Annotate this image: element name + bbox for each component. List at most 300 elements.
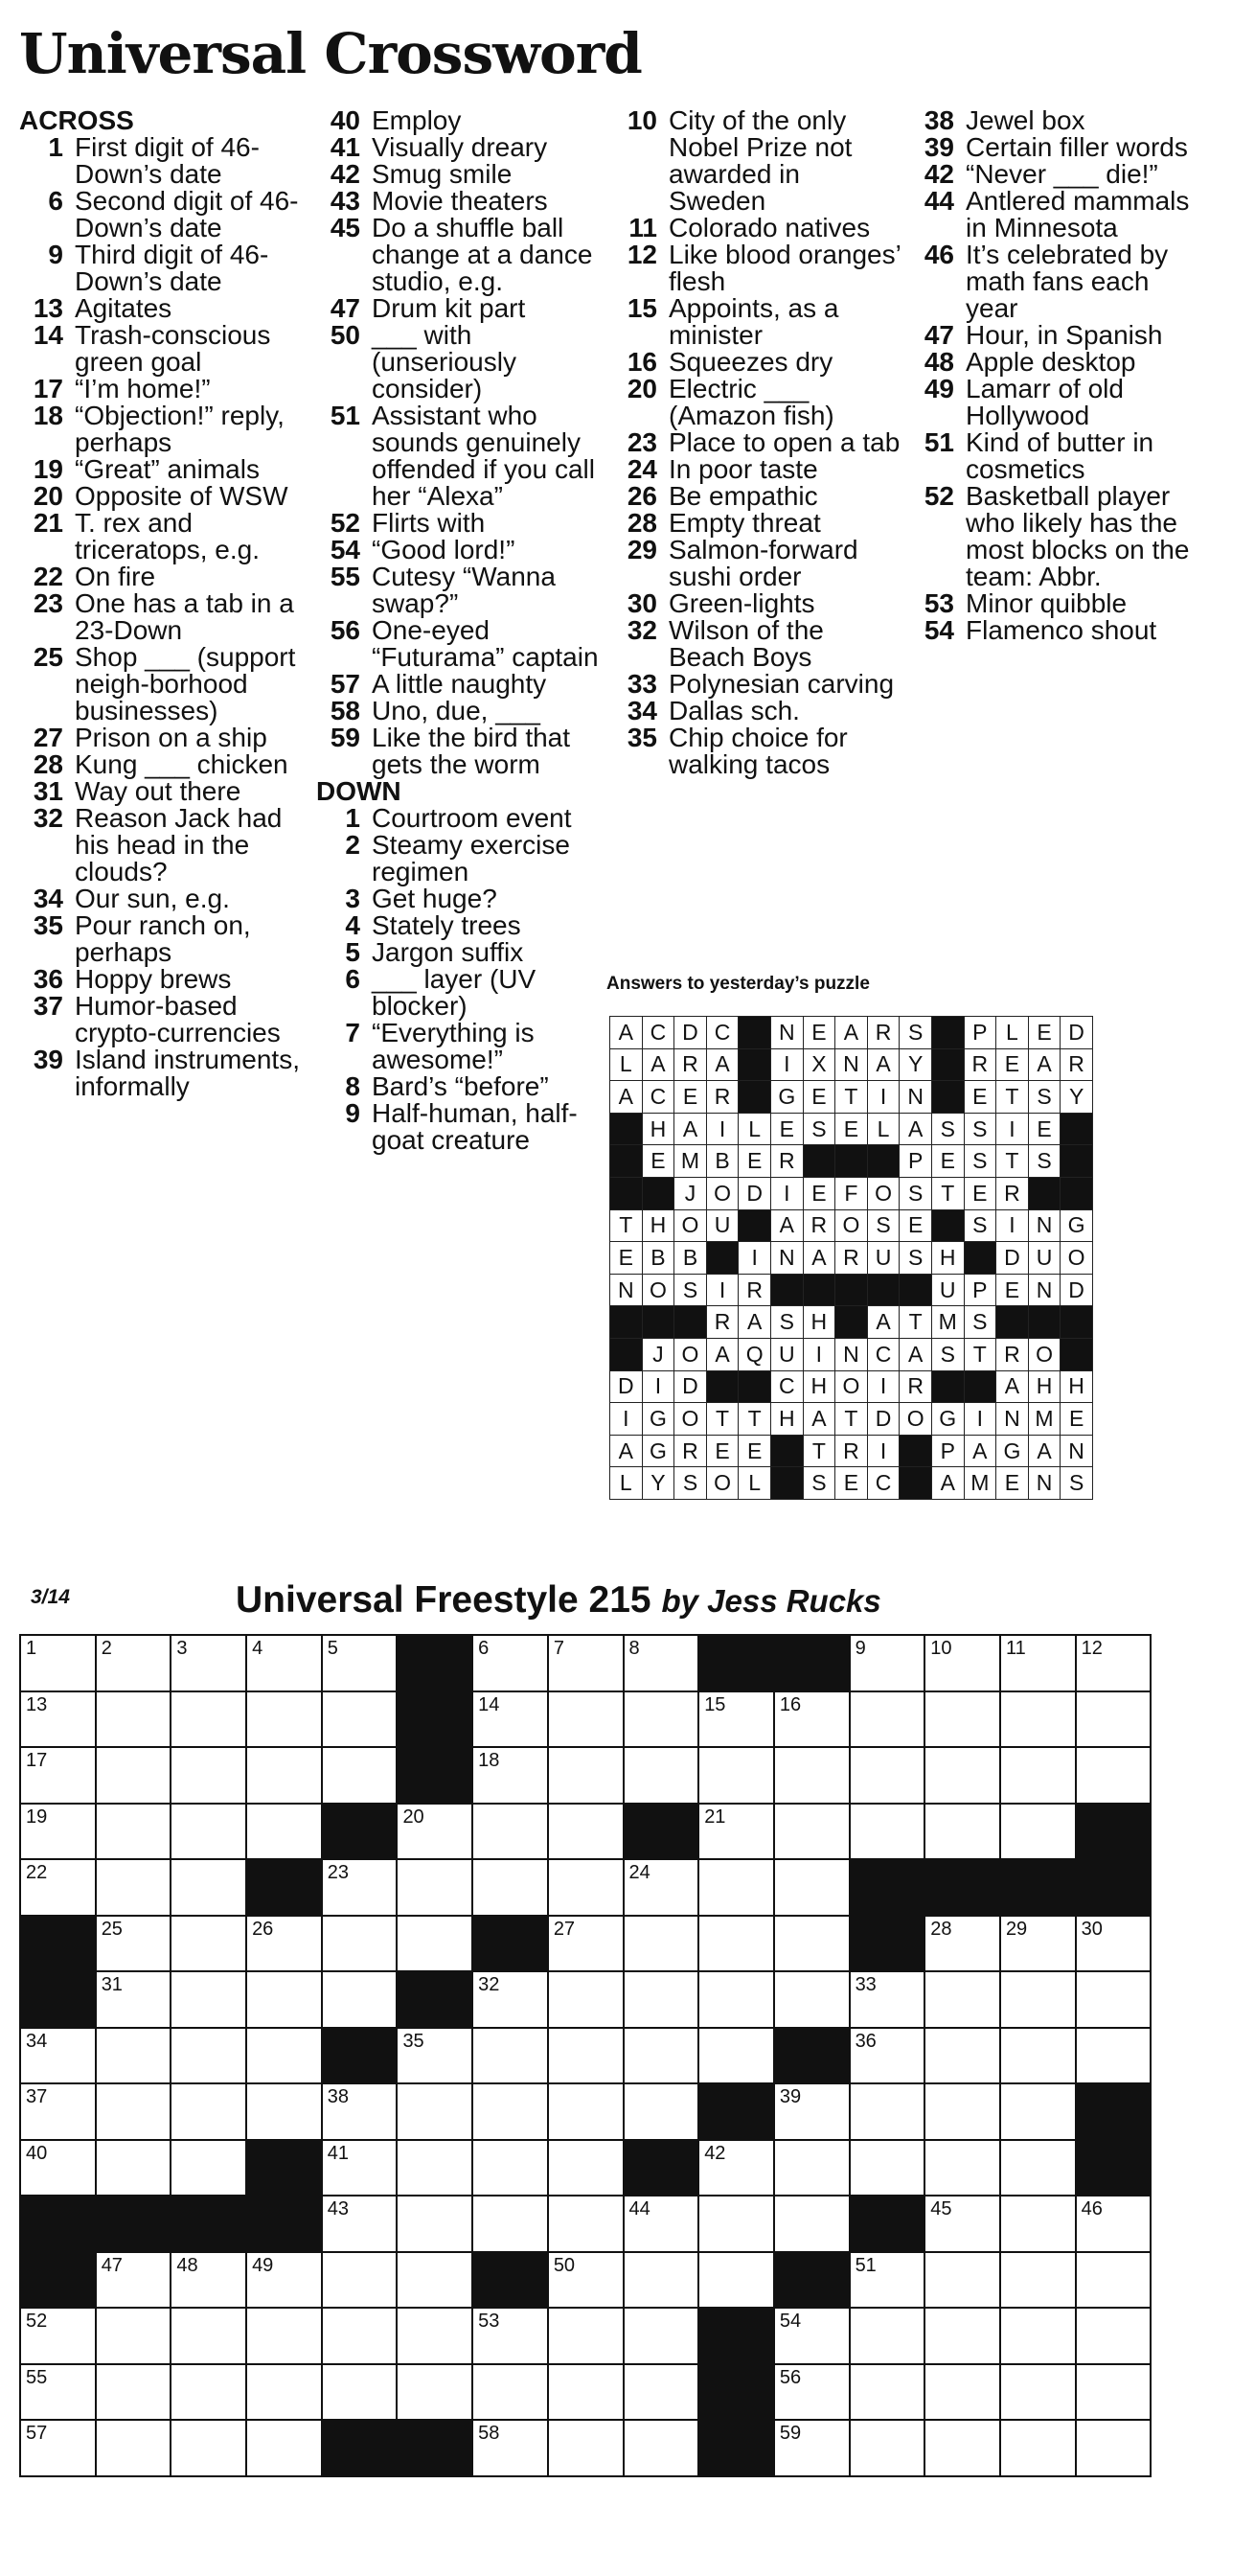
grid-cell[interactable] — [624, 2308, 699, 2364]
answer-cell: R — [900, 1370, 932, 1403]
grid-cell[interactable] — [548, 1804, 624, 1860]
grid-cell[interactable] — [1000, 2028, 1076, 2084]
grid-cell[interactable] — [924, 2252, 1000, 2309]
grid-cell[interactable] — [397, 2364, 472, 2421]
grid-cell[interactable] — [171, 2308, 246, 2364]
answer-cell: S — [900, 1242, 932, 1275]
clue-number: 14 — [33, 320, 63, 350]
answer-row — [610, 1274, 1093, 1306]
grid-cell[interactable] — [171, 2028, 246, 2084]
grid-cell[interactable] — [96, 1635, 171, 1691]
grid-cell[interactable] — [96, 1804, 171, 1860]
grid-cell[interactable] — [246, 1971, 322, 2028]
grid-cell[interactable] — [171, 2083, 246, 2140]
grid-cell[interactable] — [472, 1747, 548, 1804]
grid-row — [20, 2420, 1151, 2476]
grid-cell[interactable] — [1000, 2308, 1076, 2364]
answer-cell: D — [1061, 1274, 1093, 1306]
answer-black-cell — [642, 1306, 674, 1339]
grid-cell[interactable] — [548, 2420, 624, 2476]
grid-cell[interactable] — [20, 2140, 96, 2196]
grid-cell[interactable] — [774, 1691, 850, 1748]
grid-cell[interactable] — [698, 2028, 774, 2084]
cell-number: 32 — [478, 1974, 500, 1995]
clue-number: 42 — [330, 159, 360, 189]
grid-cell[interactable] — [548, 1747, 624, 1804]
grid-cell[interactable] — [96, 1747, 171, 1804]
clue-text: Humor-based crypto-currencies — [75, 991, 281, 1047]
grid-cell[interactable] — [1000, 1916, 1076, 1972]
answer-cell: E — [931, 1145, 964, 1178]
grid-cell[interactable] — [1076, 1971, 1152, 2028]
answer-cell: R — [1061, 1048, 1093, 1081]
grid-cell[interactable] — [171, 1635, 246, 1691]
clue-item — [613, 483, 901, 510]
answer-row — [610, 1017, 1093, 1049]
grid-cell[interactable] — [322, 1971, 398, 2028]
grid-cell[interactable] — [472, 1971, 548, 2028]
grid-cell[interactable] — [624, 2364, 699, 2421]
grid-cell[interactable] — [924, 2196, 1000, 2252]
grid-cell[interactable] — [322, 2308, 398, 2364]
grid-cell[interactable] — [774, 2083, 850, 2140]
grid-cell[interactable] — [924, 1916, 1000, 1972]
grid-cell[interactable] — [472, 1635, 548, 1691]
answer-black-cell — [1028, 1177, 1061, 1209]
grid-cell[interactable] — [20, 2083, 96, 2140]
clue-text: Third digit of 46-Down’s date — [75, 240, 269, 296]
grid-cell[interactable] — [548, 1691, 624, 1748]
grid-cell[interactable] — [246, 2252, 322, 2309]
cell-number: 58 — [478, 2423, 500, 2444]
answer-cell: E — [739, 1145, 771, 1178]
grid-cell[interactable] — [1000, 2420, 1076, 2476]
grid-cell[interactable] — [171, 2364, 246, 2421]
grid-cell[interactable] — [624, 2420, 699, 2476]
grid-cell[interactable] — [322, 1916, 398, 1972]
clue-item — [19, 322, 307, 376]
grid-cell[interactable] — [472, 2420, 548, 2476]
answer-cell: U — [931, 1274, 964, 1306]
grid-cell[interactable] — [20, 1691, 96, 1748]
grid-cell[interactable] — [624, 1691, 699, 1748]
grid-cell[interactable] — [171, 2420, 246, 2476]
clue-text: Lamarr of old Hollywood — [966, 374, 1124, 430]
grid-black-cell — [774, 1635, 850, 1691]
grid-cell[interactable] — [850, 2083, 925, 2140]
grid-cell[interactable] — [1076, 2364, 1152, 2421]
clue-text: Shop ___ (support neigh-borhood businesses) — [75, 642, 296, 725]
clue-number: 27 — [33, 723, 63, 752]
grid-cell[interactable] — [1000, 2364, 1076, 2421]
clue-text: Pour ranch on, perhaps — [75, 910, 251, 967]
clue-item — [316, 939, 604, 966]
grid-cell[interactable] — [850, 1635, 925, 1691]
grid-cell[interactable] — [20, 2364, 96, 2421]
grid-cell[interactable] — [774, 1859, 850, 1916]
grid-cell[interactable] — [924, 1747, 1000, 1804]
cell-number: 22 — [26, 1862, 48, 1883]
answer-cell: I — [610, 1403, 643, 1436]
grid-cell[interactable] — [322, 1635, 398, 1691]
grid-cell[interactable] — [548, 2196, 624, 2252]
grid-cell[interactable] — [472, 1804, 548, 1860]
clue-item — [19, 644, 307, 724]
grid-cell[interactable] — [624, 2196, 699, 2252]
grid-cell[interactable] — [322, 1691, 398, 1748]
grid-cell[interactable] — [1076, 2196, 1152, 2252]
cell-number: 20 — [402, 1806, 424, 1828]
grid-cell[interactable] — [624, 1747, 699, 1804]
clue-text: Opposite of WSW — [75, 481, 288, 511]
grid-cell[interactable] — [96, 1971, 171, 2028]
answer-cell: R — [674, 1435, 707, 1467]
clue-number: 51 — [330, 401, 360, 430]
grid-cell[interactable] — [548, 2083, 624, 2140]
grid-cell[interactable] — [472, 1859, 548, 1916]
clue-number: 40 — [330, 105, 360, 135]
grid-cell[interactable] — [96, 2028, 171, 2084]
grid-cell[interactable] — [924, 2083, 1000, 2140]
grid-cell[interactable] — [774, 1916, 850, 1972]
grid-cell[interactable] — [246, 1635, 322, 1691]
grid-cell[interactable] — [774, 1747, 850, 1804]
grid-cell[interactable] — [20, 1804, 96, 1860]
grid-cell[interactable] — [698, 1859, 774, 1916]
grid-cell[interactable] — [1076, 1747, 1152, 1804]
grid-cell[interactable] — [246, 1916, 322, 1972]
answer-black-cell — [1061, 1177, 1093, 1209]
grid-cell[interactable] — [1000, 2252, 1076, 2309]
grid-cell[interactable] — [1076, 2252, 1152, 2309]
clue-text: Antlered mammals in Minnesota — [966, 186, 1190, 242]
grid-cell[interactable] — [397, 2196, 472, 2252]
grid-cell[interactable] — [548, 2028, 624, 2084]
clue-number: 5 — [345, 937, 360, 967]
grid-cell[interactable] — [472, 2196, 548, 2252]
grid-cell[interactable] — [1000, 1804, 1076, 1860]
grid-cell[interactable] — [96, 1859, 171, 1916]
grid-cell[interactable] — [624, 1635, 699, 1691]
clue-number: 8 — [345, 1071, 360, 1101]
answer-cell: E — [996, 1274, 1029, 1306]
grid-cell[interactable] — [698, 2140, 774, 2196]
answer-cell: A — [706, 1338, 739, 1370]
grid-cell[interactable] — [850, 1971, 925, 2028]
grid-black-cell — [322, 2028, 398, 2084]
grid-cell[interactable] — [850, 2364, 925, 2421]
answer-cell: C — [867, 1338, 900, 1370]
answer-cell: N — [770, 1017, 803, 1049]
grid-cell[interactable] — [397, 1916, 472, 1972]
grid-cell[interactable] — [20, 1635, 96, 1691]
grid-cell[interactable] — [624, 2252, 699, 2309]
grid-cell[interactable] — [624, 1916, 699, 1972]
clue-text: ___ layer (UV blocker) — [372, 964, 536, 1021]
grid-cell[interactable] — [774, 1804, 850, 1860]
clue-text: Salmon-forward sushi order — [669, 535, 858, 591]
grid-cell[interactable] — [246, 2364, 322, 2421]
grid-cell[interactable] — [246, 1747, 322, 1804]
grid-cell[interactable] — [698, 1971, 774, 2028]
grid-cell[interactable] — [20, 2308, 96, 2364]
grid-cell[interactable] — [698, 1804, 774, 1860]
grid-cell[interactable] — [20, 1747, 96, 1804]
answer-cell: S — [1028, 1081, 1061, 1114]
grid-cell[interactable] — [322, 1747, 398, 1804]
grid-cell[interactable] — [322, 1859, 398, 1916]
grid-cell[interactable] — [322, 2196, 398, 2252]
grid-cell[interactable] — [1000, 2196, 1076, 2252]
grid-cell[interactable] — [1000, 2083, 1076, 2140]
grid-cell[interactable] — [850, 1804, 925, 1860]
grid-cell[interactable] — [397, 1804, 472, 1860]
clue-item — [19, 402, 307, 456]
answer-cell: G — [996, 1435, 1029, 1467]
grid-cell[interactable] — [171, 1971, 246, 2028]
grid-cell[interactable] — [1076, 2420, 1152, 2476]
answer-black-cell — [706, 1242, 739, 1275]
clue-text: Certain filler words — [966, 132, 1188, 162]
grid-black-cell — [698, 2308, 774, 2364]
grid-cell[interactable] — [397, 2140, 472, 2196]
clue-item — [316, 107, 604, 134]
grid-cell[interactable] — [850, 1747, 925, 1804]
grid-cell[interactable] — [1000, 1971, 1076, 2028]
clue-item — [19, 724, 307, 751]
answer-cell: E — [1028, 1113, 1061, 1145]
clue-item — [19, 134, 307, 188]
answer-black-cell — [739, 1209, 771, 1242]
grid-cell[interactable] — [698, 1691, 774, 1748]
grid-cell[interactable] — [1076, 1635, 1152, 1691]
grid-cell[interactable] — [698, 2196, 774, 2252]
grid-cell[interactable] — [624, 2083, 699, 2140]
grid-cell[interactable] — [171, 2140, 246, 2196]
grid-cell[interactable] — [924, 2364, 1000, 2421]
grid-cell[interactable] — [624, 2028, 699, 2084]
clue-number: 48 — [924, 347, 954, 377]
grid-cell[interactable] — [246, 2420, 322, 2476]
grid-cell[interactable] — [472, 2308, 548, 2364]
grid-cell[interactable] — [397, 2083, 472, 2140]
clue-column-2 — [316, 107, 604, 1154]
grid-cell[interactable] — [472, 1691, 548, 1748]
clue-item — [910, 349, 1198, 376]
cell-number: 27 — [553, 1918, 576, 1940]
clue-number: 19 — [33, 454, 63, 484]
grid-cell[interactable] — [850, 2252, 925, 2309]
grid-cell[interactable] — [171, 1691, 246, 1748]
cell-number: 29 — [1005, 1918, 1028, 1940]
grid-cell[interactable] — [548, 1971, 624, 2028]
grid-cell[interactable] — [850, 2420, 925, 2476]
cell-number: 13 — [26, 1693, 48, 1715]
grid-cell[interactable] — [1000, 2140, 1076, 2196]
grid-cell[interactable] — [20, 1859, 96, 1916]
grid-cell[interactable] — [850, 2028, 925, 2084]
grid-black-cell — [624, 2140, 699, 2196]
grid-cell[interactable] — [698, 1916, 774, 1972]
grid-cell[interactable] — [96, 2420, 171, 2476]
clue-number: 21 — [33, 508, 63, 538]
grid-cell[interactable] — [96, 1916, 171, 1972]
answer-cell: T — [610, 1209, 643, 1242]
grid-cell[interactable] — [548, 2140, 624, 2196]
grid-cell[interactable] — [548, 2308, 624, 2364]
grid-cell[interactable] — [397, 2028, 472, 2084]
grid-cell[interactable] — [20, 2420, 96, 2476]
answer-cell: M — [1028, 1403, 1061, 1436]
grid-cell[interactable] — [1076, 2028, 1152, 2084]
clue-text: On fire — [75, 562, 156, 591]
grid-row — [20, 2308, 1151, 2364]
answer-cell: E — [610, 1242, 643, 1275]
grid-cell[interactable] — [472, 2028, 548, 2084]
grid-cell[interactable] — [171, 1916, 246, 1972]
grid-cell[interactable] — [774, 2308, 850, 2364]
grid-cell[interactable] — [624, 1971, 699, 2028]
grid-cell[interactable] — [548, 2252, 624, 2309]
grid-cell[interactable] — [322, 2364, 398, 2421]
grid-cell[interactable] — [246, 2028, 322, 2084]
answer-cell: O — [642, 1274, 674, 1306]
grid-cell[interactable] — [246, 2083, 322, 2140]
grid-cell[interactable] — [96, 2308, 171, 2364]
answer-cell: H — [931, 1242, 964, 1275]
answer-grid — [609, 1016, 1093, 1500]
clue-number: 47 — [330, 293, 360, 323]
grid-cell[interactable] — [96, 2252, 171, 2309]
grid-cell[interactable] — [397, 2252, 472, 2309]
grid-cell[interactable] — [246, 1691, 322, 1748]
grid-cell[interactable] — [171, 1859, 246, 1916]
cell-number: 46 — [1081, 2198, 1103, 2220]
grid-cell[interactable] — [171, 2252, 246, 2309]
cell-number: 50 — [553, 2254, 576, 2276]
grid-cell[interactable] — [397, 1859, 472, 1916]
clue-item — [19, 751, 307, 778]
grid-cell[interactable] — [774, 2196, 850, 2252]
grid-row — [20, 1747, 1151, 1804]
answer-cell: O — [706, 1177, 739, 1209]
answer-cell: H — [642, 1113, 674, 1145]
cell-number: 36 — [855, 2030, 877, 2052]
grid-cell[interactable] — [171, 1747, 246, 1804]
grid-cell[interactable] — [924, 2140, 1000, 2196]
grid-cell[interactable] — [774, 2140, 850, 2196]
clue-text: It’s celebrated by math fans each year — [966, 240, 1169, 323]
answer-cell: B — [706, 1145, 739, 1178]
answer-row — [610, 1467, 1093, 1500]
grid-cell[interactable] — [774, 2420, 850, 2476]
grid-cell[interactable] — [924, 1971, 1000, 2028]
grid-cell[interactable] — [548, 1859, 624, 1916]
cell-number: 2 — [101, 1638, 112, 1659]
grid-cell[interactable] — [322, 2252, 398, 2309]
grid-cell[interactable] — [472, 2140, 548, 2196]
grid-cell[interactable] — [850, 2140, 925, 2196]
grid-cell[interactable] — [548, 2364, 624, 2421]
grid-cell[interactable] — [246, 1804, 322, 1860]
clue-number: 23 — [33, 588, 63, 618]
grid-cell[interactable] — [96, 1691, 171, 1748]
answer-black-cell — [931, 1209, 964, 1242]
clue-column-1 — [19, 107, 307, 1100]
answer-cell: D — [610, 1370, 643, 1403]
grid-cell[interactable] — [322, 2140, 398, 2196]
answer-cell: L — [867, 1113, 900, 1145]
grid-cell[interactable] — [472, 2364, 548, 2421]
clue-item — [316, 832, 604, 886]
grid-black-cell — [20, 1971, 96, 2028]
clue-number: 29 — [627, 535, 657, 564]
grid-cell[interactable] — [924, 2028, 1000, 2084]
clue-text: Movie theaters — [372, 186, 548, 216]
grid-cell[interactable] — [698, 1747, 774, 1804]
grid-cell[interactable] — [924, 1804, 1000, 1860]
clue-item — [316, 1100, 604, 1154]
grid-cell[interactable] — [322, 2083, 398, 2140]
grid-cell[interactable] — [548, 1635, 624, 1691]
grid-cell[interactable] — [548, 1916, 624, 1972]
grid-cell[interactable] — [171, 1804, 246, 1860]
grid-cell[interactable] — [924, 1691, 1000, 1748]
answer-black-cell — [867, 1274, 900, 1306]
grid-cell[interactable] — [472, 2083, 548, 2140]
grid-cell[interactable] — [924, 1635, 1000, 1691]
grid-cell[interactable] — [774, 1971, 850, 2028]
grid-cell[interactable] — [1076, 1691, 1152, 1748]
grid-cell[interactable] — [1000, 1691, 1076, 1748]
grid-cell[interactable] — [96, 2140, 171, 2196]
answer-cell: M — [964, 1467, 996, 1500]
answer-cell: Q — [739, 1338, 771, 1370]
grid-cell[interactable] — [96, 2083, 171, 2140]
grid-cell[interactable] — [96, 2364, 171, 2421]
grid-cell[interactable] — [397, 2308, 472, 2364]
grid-cell[interactable] — [850, 1691, 925, 1748]
grid-cell[interactable] — [246, 2308, 322, 2364]
grid-row — [20, 1971, 1151, 2028]
grid-cell[interactable] — [924, 2420, 1000, 2476]
grid-cell[interactable] — [924, 2308, 1000, 2364]
clue-text: Wilson of the Beach Boys — [669, 615, 824, 672]
grid-cell[interactable] — [624, 1859, 699, 1916]
grid-cell[interactable] — [1076, 1916, 1152, 1972]
grid-cell[interactable] — [20, 2028, 96, 2084]
grid-cell[interactable] — [850, 2308, 925, 2364]
clue-number: 45 — [330, 213, 360, 242]
cell-number: 33 — [855, 1974, 877, 1995]
clue-number: 6 — [345, 964, 360, 994]
grid-black-cell — [397, 1635, 472, 1691]
grid-cell[interactable] — [774, 2364, 850, 2421]
clue-item — [910, 322, 1198, 349]
clue-text: Second digit of 46-Down’s date — [75, 186, 299, 242]
answer-black-cell — [931, 1370, 964, 1403]
answer-cell: S — [964, 1209, 996, 1242]
grid-cell[interactable] — [1000, 1747, 1076, 1804]
grid-black-cell — [322, 2420, 398, 2476]
answer-cell: E — [803, 1081, 835, 1114]
clue-item — [910, 617, 1198, 644]
grid-cell[interactable] — [698, 2252, 774, 2309]
grid-cell[interactable] — [1000, 1635, 1076, 1691]
answer-cell: S — [803, 1113, 835, 1145]
clue-item — [613, 107, 901, 215]
grid-cell[interactable] — [1076, 2308, 1152, 2364]
